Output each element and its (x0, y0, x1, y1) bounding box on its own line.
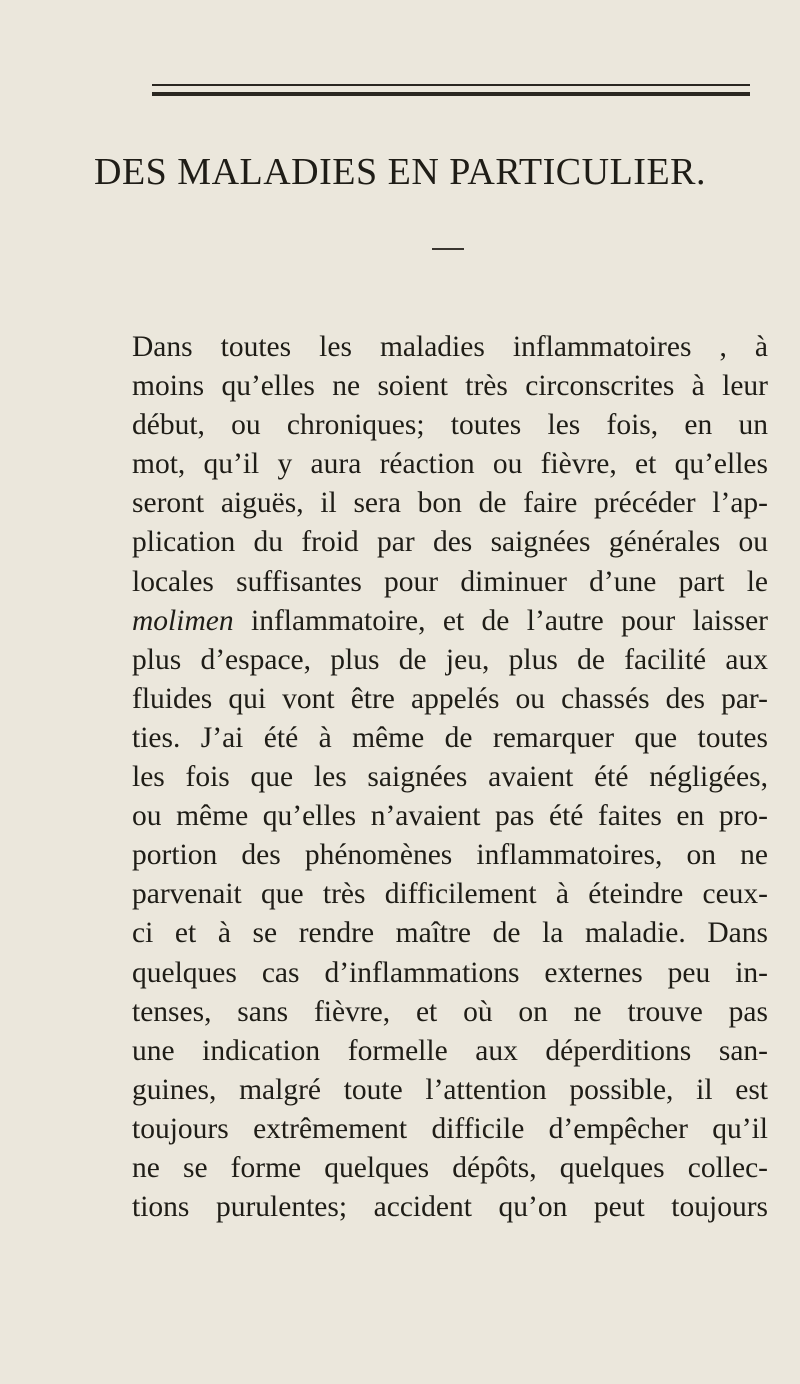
text-line: plication du froid par des saignées générales ou (132, 526, 768, 559)
italic-term: molimen (132, 604, 234, 637)
text-line-rest: inflammatoire, et de l’autre pour laisser (251, 604, 769, 637)
header-rule-thin (152, 84, 750, 86)
section-divider (432, 248, 464, 250)
text-line: seront aiguës, il sera bon de faire précéder l’ap- (132, 487, 768, 520)
text-line: tions purulentes; accident qu’on peut toujours (132, 1191, 768, 1224)
text-line: Dans toutes les maladies inflammatoires , à (132, 331, 768, 363)
text-line: ci et à se rendre maître de la maladie. Dans (132, 917, 768, 950)
text-line: moins qu’elles ne soient très circonscrites à leur (132, 370, 768, 403)
text-line: quelques cas d’inflammations externes peu in- (132, 956, 768, 989)
text-line: une indication formelle aux déperditions san- (132, 1034, 768, 1067)
text-line: guines, malgré toute l’attention possible, il est (132, 1073, 768, 1106)
text-line: tenses, sans fièvre, et où on ne trouve pas (132, 995, 768, 1028)
text-line: toujours extrêmement difficile d’empêcher qu’il (132, 1112, 768, 1145)
text-line: début, ou chroniques; toutes les fois, en un (132, 409, 768, 442)
page-title: DES MALADIES EN PARTICULIER. (94, 151, 706, 193)
text-line: parvenait que très difficilement à éteindre ceux- (132, 878, 768, 911)
text-line: fluides qui vont être appelés ou chassés des par- (132, 682, 768, 715)
text-line: locales suffisantes pour diminuer d’une part le (132, 565, 768, 598)
text-line: ne se forme quelques dépôts, quelques collec- (132, 1151, 768, 1184)
text-line: mot, qu’il y aura réaction ou fièvre, et qu’elles (132, 448, 768, 481)
header-rule-thick (152, 92, 750, 96)
text-line: ou même qu’elles n’avaient pas été faites en pro- (132, 800, 768, 833)
text-line: ties. J’ai été à même de remarquer que toutes (132, 721, 768, 754)
body-paragraph (132, 328, 768, 1227)
text-line: les fois que les saignées avaient été négligées, (132, 761, 768, 794)
text-line: portion des phénomènes inflammatoires, on ne (132, 839, 768, 872)
text-line: plus d’espace, plus de jeu, plus de facilité aux (132, 643, 768, 676)
text-line-with-italic (132, 602, 768, 641)
